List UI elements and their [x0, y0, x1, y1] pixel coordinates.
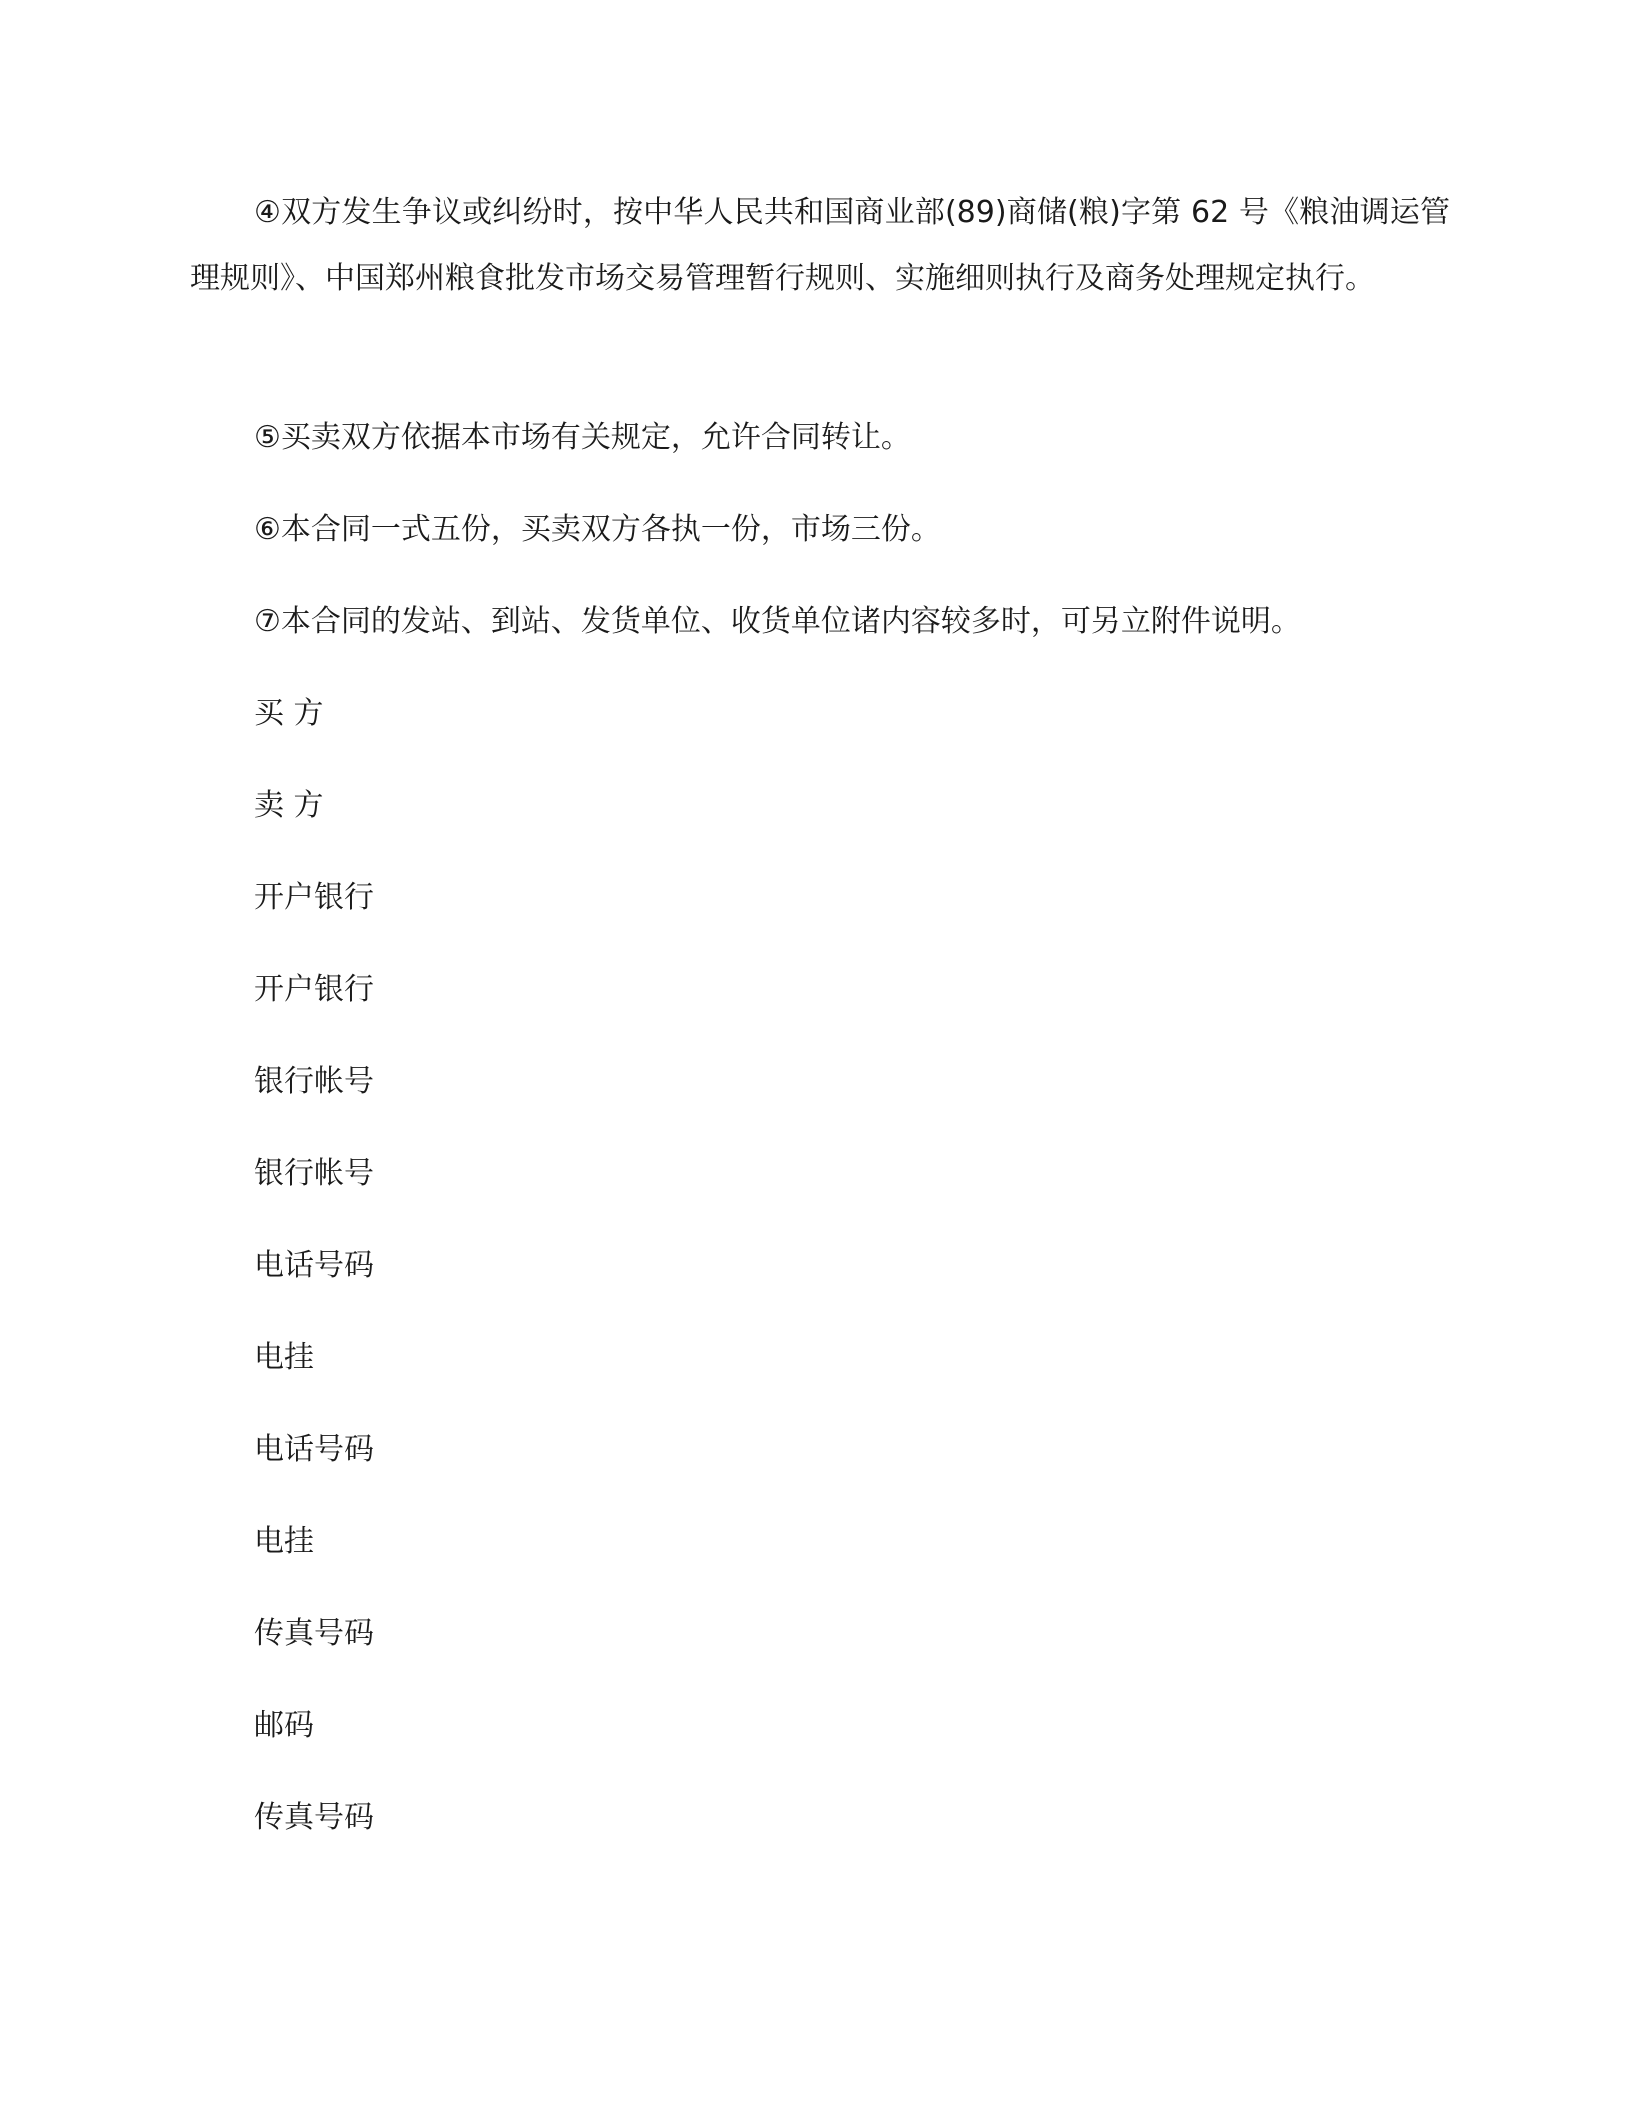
field-bank: 开户银行 — [254, 972, 374, 1007]
field-phone: 电话号码 — [254, 1248, 374, 1283]
field-bank: 开户银行 — [254, 880, 374, 915]
clause-6: ⑥本合同一式五份，买卖双方各执一份，市场三份。 — [254, 512, 941, 547]
field-account: 银行帐号 — [254, 1156, 374, 1191]
field-telegraph: 电挂 — [254, 1340, 314, 1375]
field-fax: 传真号码 — [254, 1616, 374, 1651]
field-fax: 传真号码 — [254, 1800, 374, 1835]
field-buyer: 买 方 — [254, 696, 324, 731]
field-telegraph: 电挂 — [254, 1524, 314, 1559]
clause-7: ⑦本合同的发站、到站、发货单位、收货单位诸内容较多时，可另立附件说明。 — [254, 604, 1301, 639]
field-account: 银行帐号 — [254, 1064, 374, 1099]
field-postcode: 邮码 — [254, 1708, 314, 1743]
field-phone: 电话号码 — [254, 1432, 374, 1467]
clause-4: ④双方发生争议或纠纷时，按中华人民共和国商业部(89)商储(粮)字第 62 号《粮油调运管理规则》、中国郑州粮食批发市场交易管理暂行规则、实施细则执行及商务处理规定执行。 — [190, 195, 1450, 296]
field-seller: 卖 方 — [254, 788, 324, 823]
clause-5: ⑤买卖双方依据本市场有关规定，允许合同转让。 — [254, 420, 911, 455]
